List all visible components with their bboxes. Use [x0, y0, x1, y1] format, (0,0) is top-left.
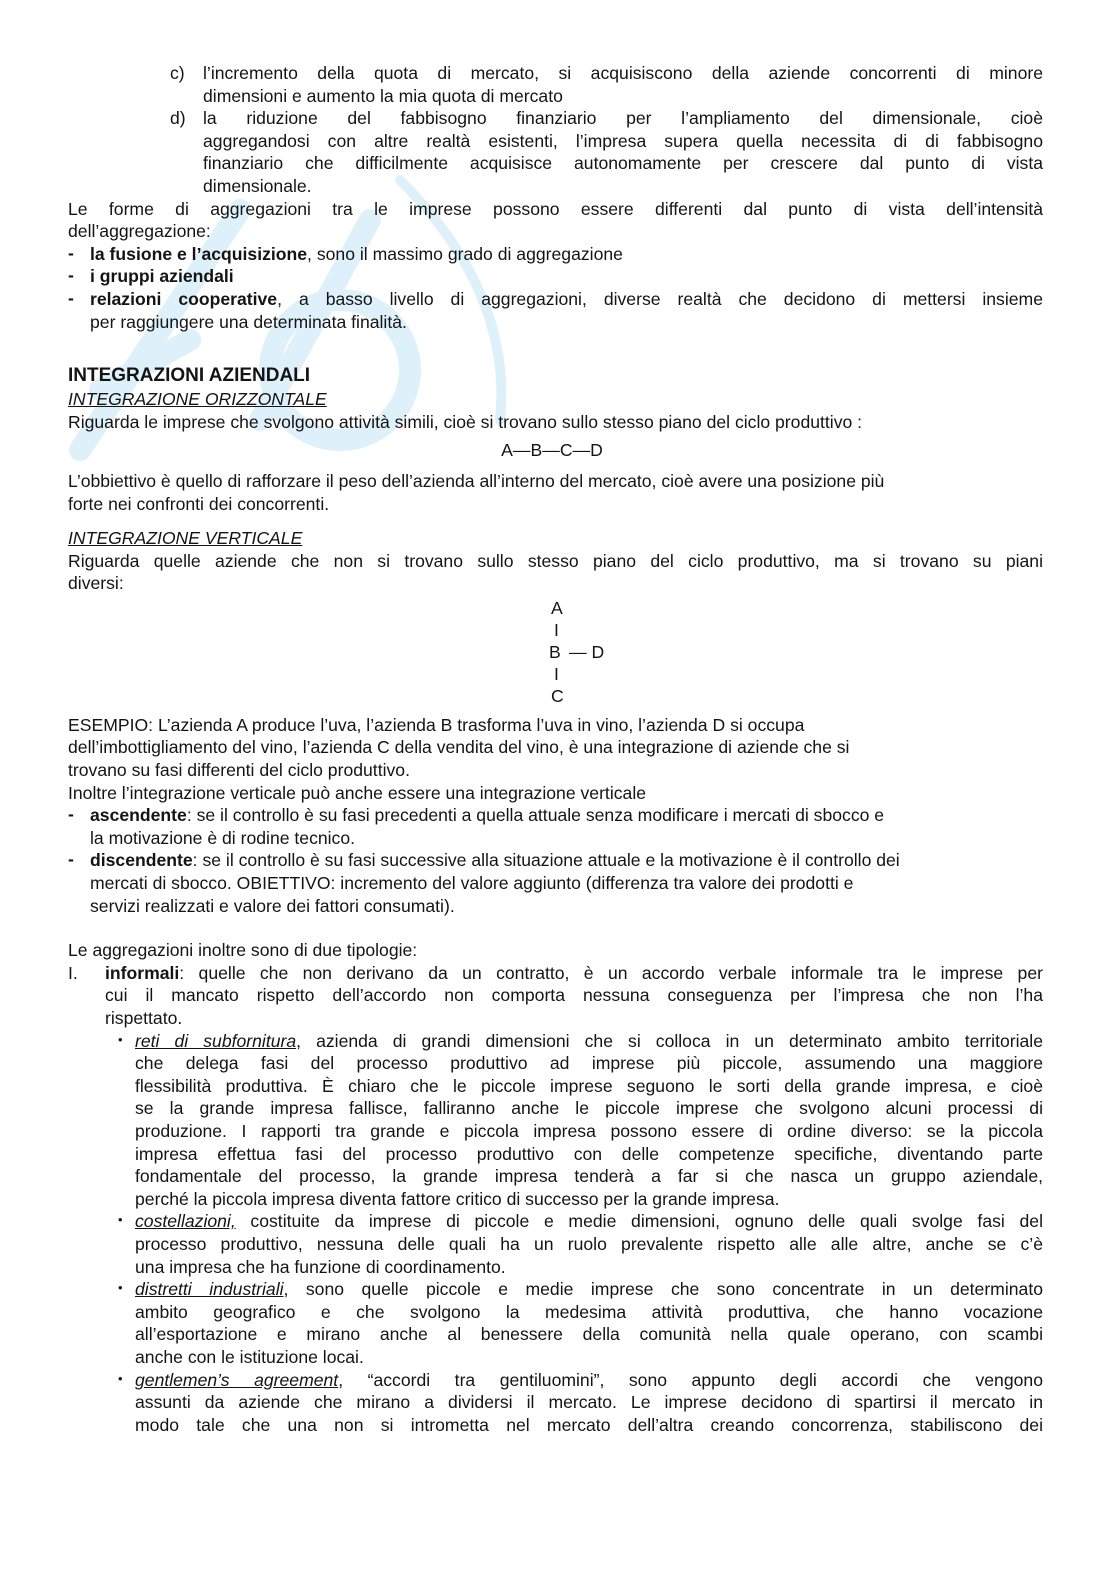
horizontal-title: INTEGRAZIONE ORIZZONTALE — [68, 389, 327, 410]
text-line: cui il mancato rispetto dell’accordo non comporta nessuna conseguenza per l’impresa che non l’ha — [105, 985, 1043, 1006]
list-item-d — [170, 107, 1043, 197]
term-bold: discendente — [90, 850, 193, 871]
term-bold: la fusione e l’acquisizione — [90, 243, 308, 264]
text-line: Riguarda quelle aziende che non si trovano sullo stesso piano del ciclo produttivo, ma si trovano su piani — [68, 550, 1043, 571]
list-marker: d) — [170, 108, 186, 129]
vertical-diagram — [0, 597, 1116, 709]
bullet-item-reti — [118, 1030, 1043, 1211]
term-desc: , sono quelle piccole e medie imprese che sono concentrate in un determinato — [283, 1279, 1043, 1300]
text-line: dell’imbottigliamento del vino, l’azienda C della vendita del vino, è una integrazione di aziende che si — [68, 737, 850, 758]
dash-marker: - — [68, 265, 74, 286]
dash-marker: - — [68, 804, 74, 825]
text-line: dell’aggregazione: — [68, 221, 211, 242]
bullet-marker: • — [118, 1280, 123, 1296]
text-line: fondamentale del processo, la grande impresa tenderà a far si che nasca un gruppo aziendale, — [135, 1166, 1043, 1187]
text-line: una impresa che ha funzione di coordinamento. — [135, 1256, 506, 1277]
term-desc: : quelle che non derivano da un contratto, è un accordo verbale informale tra le imprese per — [179, 962, 1043, 983]
text-line: forte nei confronti dei concorrenti. — [68, 493, 330, 514]
term-bold: i gruppi aziendali — [90, 266, 234, 287]
text-line: mercati di sbocco. OBIETTIVO: incremento del valore aggiunto (differenza tra valore dei prodotti e — [90, 873, 854, 894]
text-line: la riduzione del fabbisogno finanziario per l’ampliamento del dimensionale, cioè — [203, 108, 1043, 129]
text-line: dimensioni e aumento la mia quota di mercato — [203, 85, 563, 106]
text-line: Inoltre l’integrazione verticale può anche essere una integrazione verticale — [68, 782, 647, 803]
text-line: finanziario che difficilmente acquisisce autonomamente per crescere dal punto di vista — [203, 153, 1043, 174]
text-line: perché la piccola impresa diventa fattore critico di successo per la grande impresa. — [135, 1188, 780, 1209]
text-line: diversi: — [68, 573, 124, 594]
form-item-fusion — [68, 242, 1043, 266]
bullet-item-gentlemen — [118, 1369, 1043, 1437]
text-line: assunti da aziende che mirano a dividersi il mercato. Le imprese decidono di spartirsi il mercato in — [135, 1392, 1043, 1413]
dash-marker: - — [68, 242, 74, 263]
bullet-item-distretti — [118, 1278, 1043, 1368]
text-line: trovano su fasi differenti del ciclo produttivo. — [68, 760, 410, 781]
text-line: servizi realizzati e valore dei fattori consumati). — [90, 895, 455, 916]
text-line: rispettato. — [105, 1008, 183, 1028]
diagram-node-c: C — [551, 685, 564, 706]
form-item-cooperative — [68, 287, 1043, 333]
dash-marker: - — [68, 287, 74, 308]
text-line: impresa effettua fasi del processo produttivo con delle competenze specifiche, diventando parte — [135, 1143, 1043, 1164]
text-line: Le forme di aggregazioni tra le imprese possono essere differenti dal punto di vista dell’intensità — [68, 198, 1043, 219]
text-line: flessibilità produttiva. È chiaro che le piccole imprese seguono le sorti della grande impresa, e cioè — [135, 1075, 1043, 1096]
text-line: all’esportazione e mirano anche al benessere della comunità nella quale operano, con scambi — [135, 1324, 1043, 1345]
text-line: L’obbiettivo è quello di rafforzare il peso dell’azienda all’interno del mercato, cioè avere una posizione più — [68, 470, 885, 491]
term-desc: : se il controllo è su fasi precedenti a quella attuale senza modificare i mercati di sbocco e — [186, 805, 885, 826]
term-italic: reti di subfornitura — [135, 1030, 297, 1051]
term-bold: informali — [105, 962, 180, 983]
term-italic: gentlemen’s agreement — [135, 1369, 339, 1390]
section-heading: INTEGRAZIONI AZIENDALI — [68, 365, 311, 387]
list-marker: c) — [170, 63, 185, 83]
diagram-node-d: — D — [569, 641, 605, 662]
diagram-node-b: B — [549, 641, 561, 662]
horizontal-diagram: A—B—C—D — [501, 440, 603, 461]
diagram-connector: I — [554, 619, 559, 640]
form-item-groups — [68, 265, 1043, 288]
bullet-marker: • — [118, 1031, 123, 1047]
term-bold: relazioni cooperative — [90, 288, 278, 309]
text-line: anche con le istituzione locai. — [135, 1346, 364, 1367]
diagram-node-a: A — [551, 597, 563, 618]
text-line: la motivazione è di rodine tecnico. — [90, 827, 356, 848]
text-line: l’incremento della quota di mercato, si acquisiscono della aziende concorrenti di minore — [203, 63, 1043, 83]
text-line: per raggiungere una determinata finalità. — [90, 311, 407, 332]
term-desc: costituite da imprese di piccole e medie dimensioni, ognuno delle quali svolge fasi del — [235, 1211, 1043, 1232]
bullet-marker: • — [118, 1370, 123, 1386]
text-line: modo tale che una non si intrometta nel mercato dell’altra creando concorrenza, stabiliscono dei — [135, 1414, 1043, 1435]
text-line: se la grande impresa fallisce, falliranno anche le piccole imprese che svolgono alcuni processi di — [135, 1098, 1043, 1119]
roman-item-informali — [68, 962, 1043, 1030]
text-line: processo produttivo, nessuna delle quali ha un ruolo prevalente rispetto alle alle altre, anche se c’è — [135, 1233, 1043, 1254]
horizontal-objective — [68, 470, 1043, 515]
bullet-marker: • — [118, 1212, 123, 1228]
term-bold: ascendente — [90, 805, 187, 826]
term-italic: distretti industriali — [135, 1279, 284, 1300]
term-italic: costellazioni, — [135, 1211, 236, 1232]
text-line: dimensionale. — [203, 175, 312, 196]
term-desc: , sono il massimo grado di aggregazione — [307, 243, 623, 264]
vertical-title: INTEGRAZIONE VERTICALE — [68, 528, 303, 549]
vertical-desc — [68, 550, 1043, 595]
typologies-intro: Le aggregazioni inoltre sono di due tipologie: — [68, 940, 418, 961]
vertical-example — [68, 714, 1043, 804]
aggregation-intro — [68, 198, 1043, 243]
bullet-item-costellazioni — [118, 1210, 1043, 1278]
dash-marker: - — [68, 849, 74, 870]
term-desc: , a basso livello di aggregazioni, diverse realtà che decidono di mettersi insieme — [277, 288, 1043, 309]
list-item-c — [170, 62, 1043, 107]
type-item-discendente — [68, 849, 1043, 917]
term-desc: , “accordi tra gentiluomini”, sono appunto degli accordi che vengono — [338, 1369, 1043, 1390]
horizontal-desc: Riguarda le imprese che svolgono attività simili, cioè si trovano sullo stesso piano del ciclo produttivo : — [68, 411, 863, 432]
text-line: produzione. I rapporti tra grande e piccola impresa possono essere di ordine diverso: se la piccola — [135, 1120, 1043, 1141]
text-line: ambito geografico e che svolgono la medesima attività produttiva, che hanno vocazione — [135, 1301, 1043, 1322]
type-item-ascendente — [68, 804, 1043, 849]
term-desc: , azienda di grandi dimensioni che si colloca in un determinato ambito territoriale — [296, 1030, 1043, 1051]
text-line: aggregandosi con altre realtà esistenti, l’impresa supera quella necessita di di fabbisogno — [203, 130, 1043, 151]
diagram-connector: I — [554, 663, 559, 684]
text-line: che delega fasi del processo produttivo ad imprese più piccole, assumendo una maggiore — [135, 1053, 1043, 1074]
document-page — [0, 62, 1116, 1436]
roman-marker: I. — [68, 962, 78, 983]
term-desc: : se il controllo è su fasi successive alla situazione attuale e la motivazione è il controllo dei — [192, 850, 900, 871]
text-line: ESEMPIO: L’azienda A produce l’uva, l’azienda B trasforma l’uva in vino, l’azienda D si occupa — [68, 714, 805, 735]
